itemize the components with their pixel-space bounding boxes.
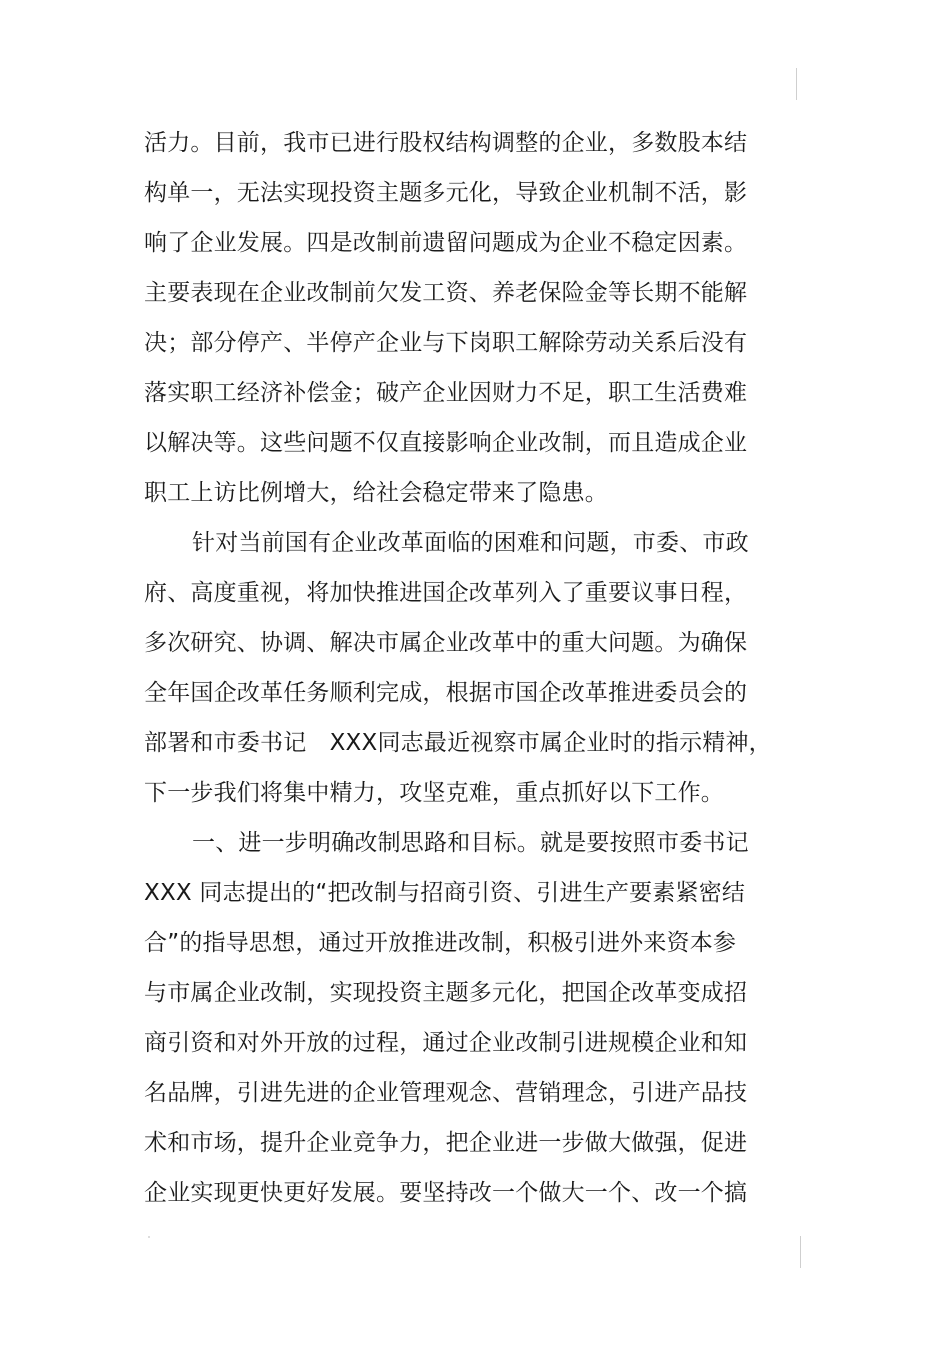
corner-dot [148,1236,150,1238]
paragraph-start-line: 针对当前国有企业改革面临的困难和问题，市委、市政 [192,530,749,556]
top-margin-mark [796,68,797,100]
bottom-margin-mark [800,1236,801,1268]
paragraph-start-line: 一、进一步明确改制思路和目标。就是要按照市委书记 [192,830,749,856]
document-body [144,118,772,1218]
text-line: 活力。目前，我市已进行股权结构调整的企业，多数股本结 [144,130,748,156]
text-line: 商引资和对外开放的过程，通过企业改制引进规模企业和知 [144,1030,748,1056]
text-line: 构单一，无法实现投资主题多元化，导致企业机制不活，影 [144,180,748,206]
text-line: 职工上访比例增大，给社会稳定带来了隐患。 [144,480,608,506]
text-line: 企业实现更快更好发展。要坚持改一个做大一个、改一个搞 [144,1180,748,1206]
text-line: 合”的指导思想，通过开放推进改制，积极引进外来资本参 [144,930,737,956]
text-line: 多次研究、协调、解决市属企业改革中的重大问题。为确保 [144,630,748,656]
text-line: 决；部分停产、半停产企业与下岗职工解除劳动关系后没有 [144,330,748,356]
text-line: 下一步我们将集中精力，攻坚克难，重点抓好以下工作。 [144,780,724,806]
text-line: 部署和市委书记 XXX同志最近视察市属企业时的指示精神， [144,730,772,756]
text-line: 主要表现在企业改制前欠发工资、养老保险金等长期不能解 [144,280,748,306]
text-line: 响了企业发展。四是改制前遗留问题成为企业不稳定因素。 [144,230,748,256]
text-line: 术和市场，提升企业竞争力，把企业进一步做大做强，促进 [144,1130,748,1156]
text-line: 府、高度重视，将加快推进国企改革列入了重要议事日程， [144,580,748,606]
text-line: 全年国企改革任务顺利完成，根据市国企改革推进委员会的 [144,680,748,706]
text-line: 与市属企业改制，实现投资主题多元化，把国企改革变成招 [144,980,748,1006]
text-line: 落实职工经济补偿金；破产企业因财力不足，职工生活费难 [144,380,748,406]
text-line: 名品牌，引进先进的企业管理观念、营销理念，引进产品技 [144,1080,748,1106]
text-line: XXX 同志提出的“把改制与招商引资、引进生产要素紧密结 [144,880,746,906]
text-line: 以解决等。这些问题不仅直接影响企业改制，而且造成企业 [144,430,748,456]
